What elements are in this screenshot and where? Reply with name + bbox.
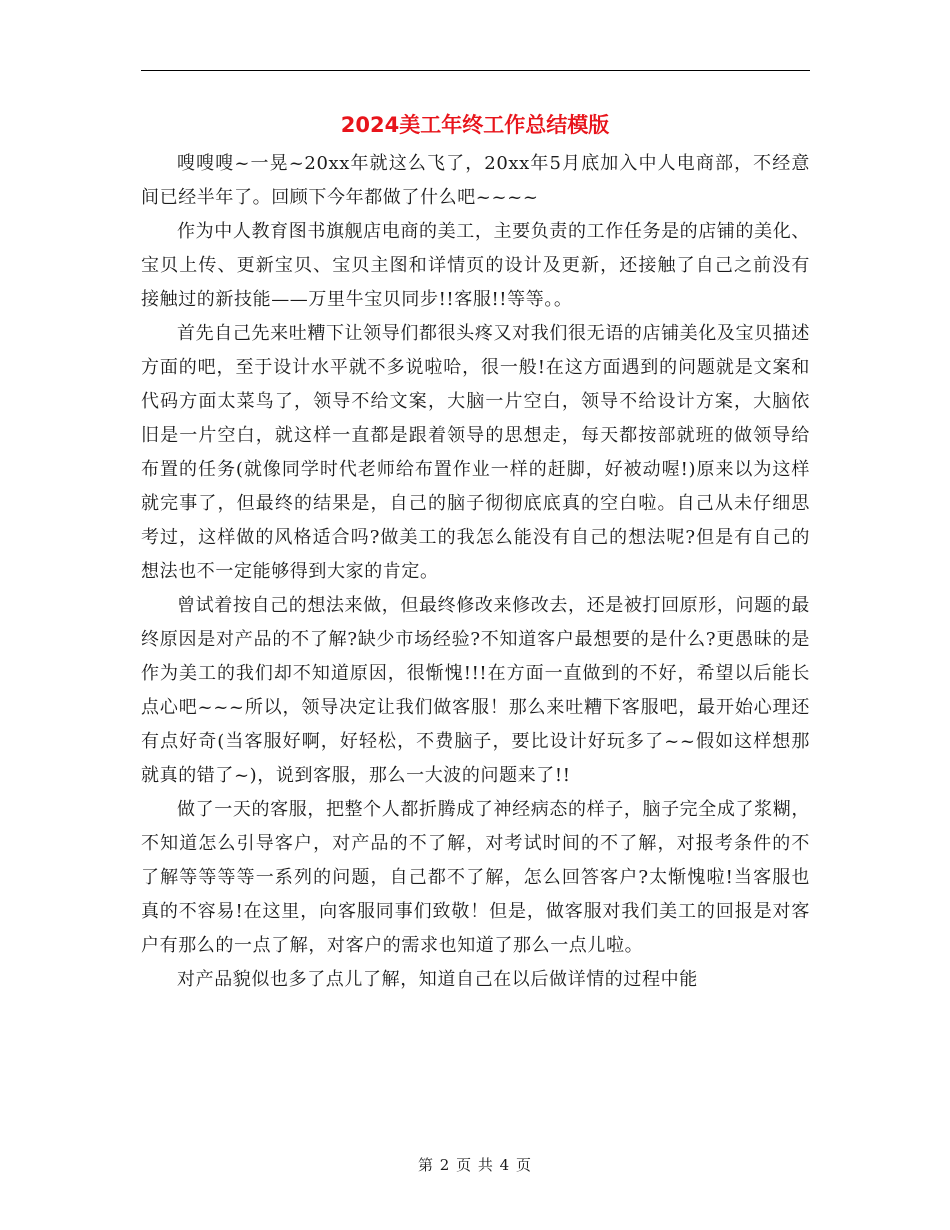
paragraph-4: 曾试着按自己的想法来做，但最终修改来修改去，还是被打回原形，问题的最终原因是对产品的不了解?缺少市场经验?不知道客户最想要的是什么?更愚昧的是作为美工的我们却不知道原因，很惭愧!!!在方面一直做到的不好，希望以后能长点心吧~~~所以，领导决定让我们做客服！那么来吐糟下客服吧，最开始心理还有点好奇(当客服好啊，好轻松，不费脑子，要比设计好玩多了~~假如这样想那就真的错了~)，说到客服，那么一大波的问题来了!! bbox=[141, 595, 810, 786]
paragraph-5: 做了一天的客服，把整个人都折腾成了神经病态的样子，脑子完全成了浆糊，不知道怎么引导客户，对产品的不了解，对考试时间的不了解，对报考条件的不了解等等等等一系列的问题，自己都不了解，怎么回答客户?太惭愧啦!当客服也真的不容易!在这里，向客服同事们致敬！但是，做客服对我们美工的回报是对客户有那么的一点了解，对客户的需求也知道了那么一点儿啦。 bbox=[141, 799, 810, 956]
page-number-footer: 第 2 页 共 4 页 bbox=[418, 1156, 532, 1174]
paragraph-6: 对产品貌似也多了点儿了解，知道自己在以后做详情的过程中能 bbox=[177, 969, 698, 990]
header-rule bbox=[141, 70, 810, 71]
paragraph-2: 作为中人教育图书旗舰店电商的美工，主要负责的工作任务是的店铺的美化、宝贝上传、更新宝贝、宝贝主图和详情页的设计及更新，还接触了自己之前没有接触过的新技能——万里牛宝贝同步!!客服!!等等。。 bbox=[141, 221, 810, 310]
paragraph-3: 首先自己先来吐糟下让领导们都很头疼又对我们很无语的店铺美化及宝贝描述方面的吧，至于设计水平就不多说啦哈，很一般!在这方面遇到的问题就是文案和代码方面太菜鸟了，领导不给文案，大脑一片空白，领导不给设计方案，大脑依旧是一片空白，就这样一直都是跟着领导的思想走，每天都按部就班的做领导给布置的任务(就像同学时代老师给布置作业一样的赶脚，好被动喔!)原来以为这样就完事了，但最终的结果是，自己的脑子彻彻底底真的空白啦。自己从未仔细思考过，这样做的风格适合吗?做美工的我怎么能没有自己的想法呢?但是有自己的想法也不一定能够得到大家的肯定。 bbox=[141, 323, 810, 582]
document-body bbox=[141, 147, 810, 997]
document-title: 2024美工年终工作总结模版 bbox=[340, 113, 610, 137]
paragraph-1: 嗖嗖嗖~一晃~20xx年就这么飞了，20xx年5月底加入中人电商部，不经意间已经半年了。回顾下今年都做了什么吧~~~~ bbox=[141, 153, 810, 208]
